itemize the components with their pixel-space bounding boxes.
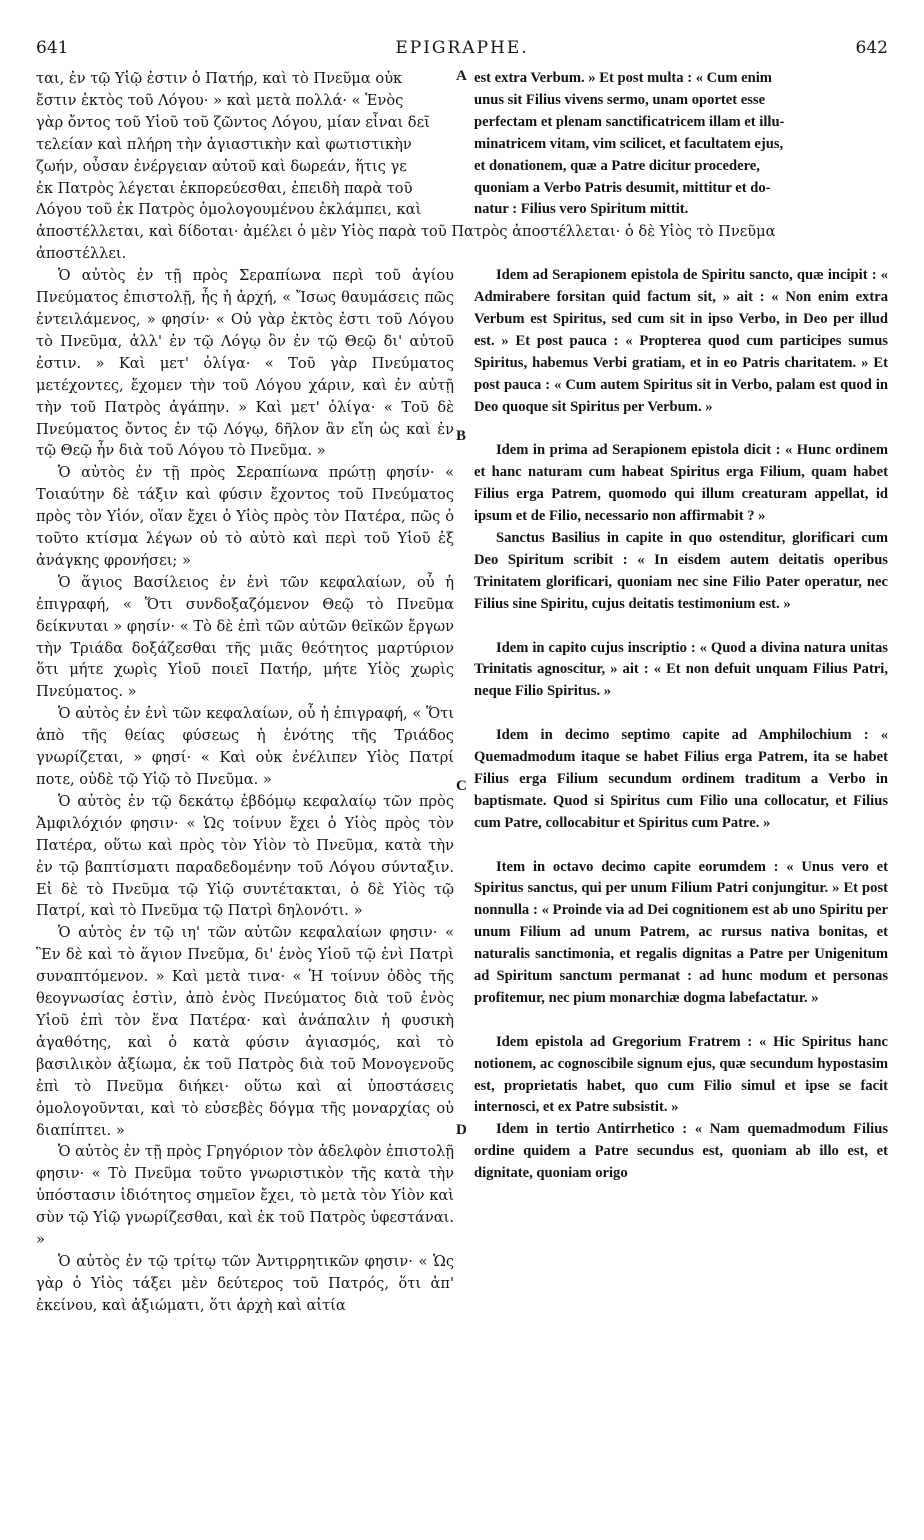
latin-paragraph: Idem ad Serapionem epistola de Spiritu sancto, quæ incipit : « Admirabere forsitan quid factum sit, » ait : « Non enim extra Verbum est Spiritus, sed cum sit in ipso Verbo, in Deo per illud est. » Et post pauca : « Propterea quod cum participes sumus Spiritus, habemus Verbi gratiam, et in eo Patris charitatem. » Et post pauca : « Cum autem Spiritus sit in Verbo, palam est quod in Deo quoque sit Spiritus per Verbum. » xyxy=(474,267,888,415)
latin-line: natur : Filius vero Spiritum mittit. xyxy=(474,201,689,218)
greek-line: ἀποστέλλει. xyxy=(36,245,127,263)
margin-marker-d: D xyxy=(456,1122,467,1138)
latin-paragraph: Idem in prima ad Serapionem epistola dicit : « Hunc ordinem et hanc naturam cum habeat Spiritus erga Filium, quam habet Filius erga Patrem, quomodo qui illum creaturam appellat, id ipsum et de Filio, necessario non affirmabit ? » xyxy=(474,442,888,525)
greek-line: τελείαν καὶ πλήρη τὴν ἁγιαστικὴν καὶ φωτιστικὴν xyxy=(36,135,412,153)
greek-line: ται, ἐν τῷ Υἱῷ ἐστιν ὁ Πατήρ, καὶ τὸ Πνεῦμα οὐκ xyxy=(36,70,403,87)
running-title: EPIGRAPHE. xyxy=(395,38,529,58)
greek-paragraph: Ὁ αὐτὸς ἐν τῷ ιη' τῶν αὐτῶν κεφαλαίων φησιν· « Ἓν δὲ καὶ τὸ ἅγιον Πνεῦμα, δι' ἑνὸς Υἱοῦ τῷ ἑνὶ Πατρὶ συναπτόμενον. » Καὶ μετὰ τινα· « Ἡ τοίνυν ὁδὸς τῆς θεογνωσίας ἐστὶν, ἀπὸ ἑνὸς Πνεύματος διὰ τοῦ ἑνὸς Υἱοῦ ἐπὶ τὸν ἕνα Πατέρα· καὶ ἀνάπαλιν ἡ φυσικὴ ἀγαθότης, καὶ ὁ κατὰ φύσιν ἁγιασμός, καὶ τὸ βασιλικὸν ἀξίωμα, ἐκ τοῦ Πατρὸς διὰ τοῦ Μονογενοῦς ἐπὶ τὸ Πνεῦμα διήκει· οὕτω καὶ αἱ ὑποστάσεις ὁμολογοῦνται, καὶ τὸ εὐσεβὲς δόγμα τῆς μοναρχίας οὐ διαπίπτει. » xyxy=(36,924,454,1139)
greek-paragraph: Ὁ αὐτὸς ἐν τῇ πρὸς Σεραπίωνα πρώτῃ φησίν· « Τοιαύτην δὲ τάξιν καὶ φύσιν ἔχοντος τοῦ Πνεύματος πρὸς τὸν Υἱόν, οἵαν ἔχει ὁ Υἱὸς πρὸς τὸν Πατέρα, πῶς ὁ τοῦτο κτίσμα λέγων οὐ τὸ αὐτὸ καὶ περὶ τοῦ Υἱοῦ ἐξ ἀνάγκης φρονήσει; » xyxy=(36,464,454,569)
right-page-number: 642 xyxy=(855,38,888,58)
greek-paragraph: Ὁ αὐτὸς ἐν τῇ πρὸς Γρηγόριον τὸν ἀδελφὸν ἐπιστολῇ φησιν· « Τὸ Πνεῦμα τοῦτο γνωριστικὸν τῆς κατὰ τὴν ὑπόστασιν ἰδιότητος σημεῖον ἔχει, τὸ μετὰ τὸν Υἱὸν καὶ σὺν τῷ Υἱῷ γνωρίζεσθαι, καὶ ἐκ τοῦ Πατρὸς ὑφεστάναι. » xyxy=(36,1143,454,1249)
latin-line: unus sit Filius vivens sermo, unam oportet esse xyxy=(474,91,766,108)
greek-paragraph: Ὁ αὐτὸς ἐν τῷ δεκάτῳ ἑβδόμῳ κεφαλαίῳ τῶν πρὸς Ἀμφιλόχιόν φησιν· « Ὡς τοίνυν ἔχει ὁ Υἱὸς πρὸς τὸν Πατέρα, οὕτω καὶ πρὸς τὸν Υἱὸν τὸ Πνεῦμα, κατὰ τὴν ἐν τῷ βαπτίσματι παραδεδομένην τοῦ Λόγου σύνταξιν. Εἰ δὲ τὸ Πνεῦμα τῷ Υἱῷ συντέτακται, ὁ δὲ Υἱὸς τῷ Πατρί, καὶ τὸ Πνεῦμα τῷ Πατρὶ δηλονότι. » xyxy=(36,792,454,920)
greek-line: ἔστιν ἐκτὸς τοῦ Λόγου· » καὶ μετὰ πολλά· « Ἑνὸς xyxy=(36,91,404,109)
latin-paragraph: Idem in tertio Antirrhetico : « Nam quemadmodum Filius ordine quidem a Patre secundus est, quoniam ab illo est, et dignitate, quoniam origo xyxy=(474,1121,888,1182)
margin-marker-c: C xyxy=(456,778,467,794)
left-page-number: 641 xyxy=(36,38,69,58)
latin-paragraph: Idem epistola ad Gregorium Fratrem : « Hic Spiritus hanc notionem, ac cognoscibile signum ejus, quæ secundum hypostasim est, proprietatis habet, quo cum Filio simul et ipse se facit internosci, et ex Patre subsistit. » xyxy=(474,1033,888,1116)
spacer xyxy=(474,418,888,440)
latin-column xyxy=(474,68,888,1185)
latin-paragraph: Idem in capito cujus inscriptio : « Quod a divina natura unitas Trinitatis agnoscitur, » ait : « Et non defuit unquam Filius Patri, neque Filio Spiritus. » xyxy=(474,639,888,700)
spacer xyxy=(474,703,888,725)
greek-paragraph: Ὁ ἅγιος Βασίλειος ἐν ἑνὶ τῶν κεφαλαίων, οὗ ἡ ἐπιγραφή, « Ὅτι συνδοξαζόμενον Θεῷ τὸ Πνεῦμα δείκνυται » φησίν· « Τὸ δὲ ἐπὶ τῶν αὐτῶν θεϊκῶν ἔργων τὴν Τριάδα δοξάζεσθαι τῆς μιᾶς θεότητος μαρτύριον ὅτι μήτε χωρὶς Υἱοῦ ποιεῖ Πατήρ, μήτε Υἱὸς χωρὶς Πνεύματος. » xyxy=(36,573,454,701)
greek-line: ζωήν, οὖσαν ἐνέργειαν αὐτοῦ καὶ δωρεάν, ἥτις γε xyxy=(36,157,407,175)
spacer xyxy=(474,243,888,265)
page-header xyxy=(0,38,924,62)
margin-marker-b: B xyxy=(456,428,467,444)
spacer xyxy=(474,835,888,857)
latin-paragraph: Idem in decimo septimo capite ad Amphilochium : « Quemadmodum itaque se habet Filius erga Patrem, ita se habet Filius erga Filium secundum ordinem traditum a Verbo in baptismate. Quod si Spiritus cum Filio una collocatur, et Filius cum Patre, collocabitur et Spiritus cum Patre. » xyxy=(474,727,888,831)
latin-paragraph: Item in octavo decimo capite eorumdem : « Unus vero et Spiritus sanctus, qui per unum Filium Patri conjungitur. » Et post nonnulla : « Proinde via ad Dei cognitionem est ab uno Spiritu per unum Filium ad unum Patrem, ac rursus nativa bonitas, et naturalis sanctimonia, et regalis dignitas a Patre per Unigenitum ad Spiritum sanctum permanat : ad hunc modum et personas profitemur, nec pium monarchiæ dogma labefactatur. » xyxy=(474,858,888,1006)
latin-line: minatricem vitam, vim scilicet, et facultatem ejus, xyxy=(474,135,784,152)
spacer xyxy=(474,616,888,638)
latin-line: et donationem, quæ a Patre dicitur procedere, xyxy=(474,157,760,174)
latin-line: perfectam et plenam sanctificatricem illam et illu- xyxy=(474,113,785,130)
greek-paragraph: Ὁ αὐτὸς ἐν τῷ τρίτῳ τῶν Ἀντιρρητικῶν φησιν· « Ὡς γὰρ ὁ Υἱὸς τάξει μὲν δεύτερος τοῦ Πατρός, ὅτι ἀπ' ἐκείνου, καὶ ἀξιώματι, ὅτι ἀρχὴ καὶ αἰτία xyxy=(36,1252,454,1314)
latin-line: quoniam a Verbo Patris desumit, mittitur et do- xyxy=(474,179,771,196)
spacer xyxy=(474,221,888,243)
greek-line: γὰρ ὄντος τοῦ Υἱοῦ τοῦ ζῶντος Λόγου, μίαν εἶναι δεῖ xyxy=(36,113,430,131)
margin-marker-a: A xyxy=(456,68,467,84)
greek-paragraph: Ὁ αὐτὸς ἐν τῇ πρὸς Σεραπίωνα περὶ τοῦ ἁγίου Πνεύματος ἐπιστολῇ, ἧς ἡ ἀρχή, « Ἴσως θαυμάσεις πῶς ἐντειλάμενος, » φησίν· « Οὐ γὰρ ἐκτὸς ἐστι τοῦ Λόγου τὸ Πνεῦμα, ἀλλ' ἐν τῷ Λόγῳ ὂν ἐν τῷ Θεῷ δι' αὐτοῦ ἐστιν. » Καὶ μετ' ὀλίγα· « Τοῦ γὰρ Πνεύματος μετέχοντες, ἔχομεν τὴν τοῦ Λόγου χάριν, καὶ ἐν αὐτῇ τὴν τοῦ Πατρὸς ἀγάπην. » Καὶ μετ' ὀλίγα· « Τοῦ δὲ Πνεύματος ὄντος ἐν τῷ Λόγῳ, δῆλον ἂν εἴη ὡς καὶ ἐν τῷ Θεῷ ἦν διὰ τοῦ Λόγου τὸ Πνεῦμα. » xyxy=(36,267,454,460)
greek-line: ἐκ Πατρὸς λέγεται ἐκπορεύεσθαι, ἐπειδὴ παρὰ τοῦ xyxy=(36,179,413,197)
greek-line: Λόγου τοῦ ἐκ Πατρὸς ὁμολογουμένου ἐκλάμπει, καὶ xyxy=(36,201,422,219)
greek-paragraph: Ὁ αὐτὸς ἐν ἑνὶ τῶν κεφαλαίων, οὗ ἡ ἐπιγραφή, « Ὅτι ἀπὸ τῆς θείας φύσεως ἡ ἑνότης τῆς Τριάδος γνωρίζεται, » φησί· « Καὶ οὐκ ἐνέλιπεν Υἱὸς Πατρί ποτε, οὐδὲ τῷ Υἱῷ τὸ Πνεῦμα. » xyxy=(36,705,454,788)
latin-line: est extra Verbum. » Et post multa : « Cum enim xyxy=(474,70,772,86)
spacer xyxy=(474,1010,888,1032)
latin-paragraph: Sanctus Basilius in capite in quo ostenditur, glorificari cum Deo Spiritum scribit : « In eisdem autem deitatis operibus Trinitatem glorificari, quoniam nec sine Filio Pater operatur, nec Filius sine Spiritu, cujus deitatis testimonium est. » xyxy=(474,529,888,612)
greek-full-width-line: ἀποστέλλεται, καὶ δίδοται· ἀμέλει ὁ μὲν Υἱὸς παρὰ τοῦ Πατρὸς ἀποστέλλεται· ὁ δὲ Υἱὸς τὸ Πνεῦμα xyxy=(36,223,776,241)
